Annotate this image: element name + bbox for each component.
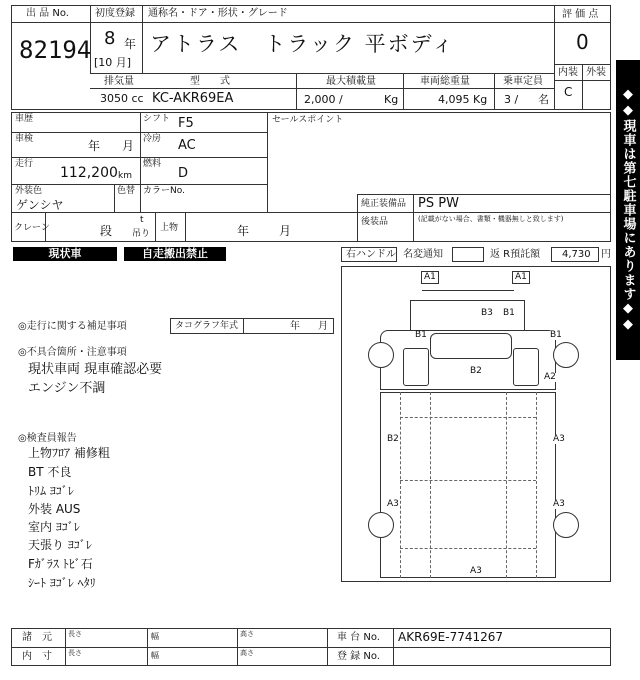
divider (357, 194, 358, 242)
model-label: 通称名・ドア・形状・グレード (148, 8, 288, 19)
divider (554, 5, 555, 110)
capacity: 3 / (504, 93, 519, 106)
mark-b1-right: B1 (550, 330, 562, 340)
divider (147, 628, 148, 666)
crane-ton-bottom: 吊り (132, 229, 151, 239)
divider (494, 73, 495, 110)
body-label: 上物 (160, 223, 179, 233)
max-load-label: 最大積載量 (326, 76, 376, 87)
mark-a3-bottom: A3 (470, 566, 482, 576)
chassis-label: 車 台 No. (337, 632, 380, 643)
tacho-month: 月 (318, 321, 328, 332)
name-change-label: 名変通知 (403, 249, 443, 260)
max-load-unit: Kg (384, 93, 399, 106)
steering: 右ハンドル (346, 249, 396, 260)
defect-item: エンジン不調 (28, 381, 106, 396)
cab-roof-line (410, 300, 524, 301)
bed-seam (400, 548, 536, 549)
score: 0 (576, 30, 589, 54)
inspection-year: 年 (88, 139, 101, 153)
door-right (513, 348, 539, 386)
height-label: 高さ (240, 649, 254, 657)
color: ゲンシヤ (16, 198, 64, 212)
name-change-box (452, 247, 484, 262)
lot-no: 82194 (19, 36, 92, 64)
dims-label: 諸 元 (22, 632, 52, 643)
height-label: 高さ (240, 630, 254, 638)
length-label: 長さ (68, 630, 82, 638)
divider (393, 628, 394, 666)
mark-b2-center: B2 (470, 366, 482, 376)
divider (267, 112, 268, 212)
deposit: 4,730 (562, 249, 591, 260)
body-year: 年 (237, 224, 250, 238)
mark-a1-right: A1 (512, 271, 530, 284)
mileage-label: 走行 (15, 159, 34, 169)
mark-a1-left: A1 (421, 271, 439, 284)
color-label: 外装色 (15, 186, 43, 196)
divider (185, 212, 186, 242)
wheel-rear-left (368, 512, 394, 538)
side-notice: ◆◆現車は第七駐車場にあります◆◆ (616, 60, 640, 360)
divider (11, 647, 611, 648)
mileage-unit: km (118, 171, 132, 181)
std-equip: PS PW (418, 196, 459, 211)
divider (11, 132, 267, 133)
divider (155, 212, 156, 242)
interior-dims-label: 内 寸 (22, 651, 52, 662)
divider (11, 212, 611, 213)
cooler: AC (178, 138, 196, 153)
divider (90, 22, 554, 23)
divider (403, 73, 404, 110)
mark-a3-left-low: A3 (387, 499, 399, 509)
sales-points-label: セールスポイント (272, 115, 344, 125)
mark-a2-right: A2 (544, 372, 556, 382)
mark-b1-left: B1 (415, 330, 427, 340)
inspector-item: ﾄﾘﾑ ﾖｺﾞﾚ (28, 484, 74, 498)
shift-label: シフト (143, 114, 171, 124)
inspector-title: ◎検査員報告 (18, 433, 77, 444)
crane-label: クレーン (14, 223, 50, 233)
bed-seam (506, 392, 507, 578)
inspector-item: Fｶﾞﾗｽ ﾄﾋﾞ石 (28, 557, 93, 571)
defects-title: ◎不具合箇所・注意事項 (18, 347, 127, 358)
front-bumper (422, 290, 514, 291)
body-month: 月 (279, 224, 292, 238)
self-drive-prohibited-badge: 自走搬出禁止 (124, 247, 226, 261)
windshield (430, 333, 512, 359)
bed-seam (430, 392, 431, 578)
reg-label: 登 録 No. (337, 651, 380, 662)
wheel-front-left (368, 342, 394, 368)
bed-seam (400, 480, 536, 481)
exterior-grade: C (564, 85, 573, 99)
inspection-label: 車検 (15, 134, 34, 144)
capacity-label: 乗車定員 (503, 76, 543, 87)
inspection-month: 月 (122, 139, 135, 153)
divider (142, 5, 143, 73)
divider (11, 22, 91, 23)
inspector-item: ｼｰﾄ ﾖｺﾞﾚ ﾍﾀﾘ (28, 576, 96, 590)
color-change-label: 色替 (117, 186, 136, 196)
width-label: 幅 (151, 632, 159, 641)
score-label: 評 価 点 (562, 9, 599, 20)
mark-b2-left: B2 (387, 434, 399, 444)
shift: F5 (178, 116, 194, 131)
history-label: 車歴 (15, 114, 34, 124)
type-code: KC-AKR69EA (152, 91, 234, 106)
chassis-no: AKR69E-7741267 (398, 630, 504, 644)
cab-roof-line (410, 300, 411, 330)
door-left (403, 348, 429, 386)
divider (90, 88, 554, 89)
fuel-label: 燃料 (143, 159, 162, 169)
divider (327, 628, 328, 666)
mark-a3-right-mid: A3 (553, 434, 565, 444)
max-load: 2,000 / (304, 93, 343, 106)
divider (140, 112, 141, 212)
model-name: アトラス トラック 平ボディ (150, 32, 455, 56)
reg-year-unit: 年 (124, 37, 137, 51)
inspector-item: BT 不良 (28, 465, 72, 479)
divider (554, 22, 611, 23)
length-label: 長さ (68, 649, 82, 657)
divider (11, 157, 267, 158)
mark-b3: B3 (481, 308, 493, 318)
divider (554, 80, 611, 81)
bed-seam (400, 417, 536, 418)
divider (243, 318, 244, 334)
divider (65, 628, 66, 666)
displacement: 3050 cc (100, 92, 144, 105)
divider (11, 184, 267, 185)
bed-seam (400, 392, 401, 578)
cab-roof-line (524, 300, 525, 330)
warning-label: 返 R預託額 (490, 249, 541, 260)
type-label: 型 式 (190, 76, 230, 87)
first-reg-label: 初度登録 (95, 8, 135, 19)
divider (296, 73, 297, 110)
std-equip-label: 純正装備品 (361, 199, 407, 209)
divider (90, 73, 554, 74)
cooler-label: 冷房 (143, 134, 162, 144)
tacho-year: 年 (290, 321, 300, 332)
width-label: 幅 (151, 651, 159, 660)
mileage: 112,200 (60, 165, 118, 181)
exterior-label: 外装 (586, 67, 606, 78)
crane-ton-top: t (140, 215, 144, 225)
defect-item: 現状車両 現車確認必要 (28, 362, 163, 377)
reg-month: [10 月] (94, 56, 132, 69)
truck-bed (380, 392, 556, 578)
bed-seam (536, 392, 537, 578)
wheel-front-right (553, 342, 579, 368)
deposit-unit: 円 (601, 249, 611, 260)
capacity-unit: 名 (538, 93, 549, 106)
fuel: D (178, 166, 189, 181)
crane-step: 段 (100, 224, 113, 238)
gross-weight: 4,095 Kg (438, 93, 488, 106)
gross-weight-label: 車両総重量 (420, 76, 470, 87)
lot-no-label: 出 品 No. (26, 8, 69, 19)
running-title: ◎走行に関する補足事項 (18, 321, 127, 332)
aftermarket-label: 後装品 (361, 217, 389, 227)
divider (413, 194, 414, 242)
color-no-label: カラーNo. (143, 186, 185, 196)
inspector-item: 天張り ﾖｺﾞﾚ (28, 538, 92, 552)
interior-label: 内装 (558, 67, 578, 78)
reg-year: 8 (104, 28, 116, 49)
tacho-label: タコグラフ年式 (175, 321, 239, 331)
divider (237, 628, 238, 666)
aftermarket-note: (記載がない場合、書類・機器無しと致します) (418, 215, 564, 223)
inspector-item: 上物ﾌﾛｱ 補修粗 (28, 446, 110, 460)
mark-b1-top: B1 (503, 308, 515, 318)
divider (114, 184, 115, 212)
inspector-item: 外装 AUS (28, 502, 81, 516)
mark-a3-right-low: A3 (553, 499, 565, 509)
current-condition-badge: 現状車 (13, 247, 117, 261)
divider (582, 64, 583, 110)
inspector-item: 室内 ﾖｺﾞﾚ (28, 520, 80, 534)
displacement-label: 排気量 (104, 76, 134, 87)
wheel-rear-right (553, 512, 579, 538)
divider (357, 194, 611, 195)
